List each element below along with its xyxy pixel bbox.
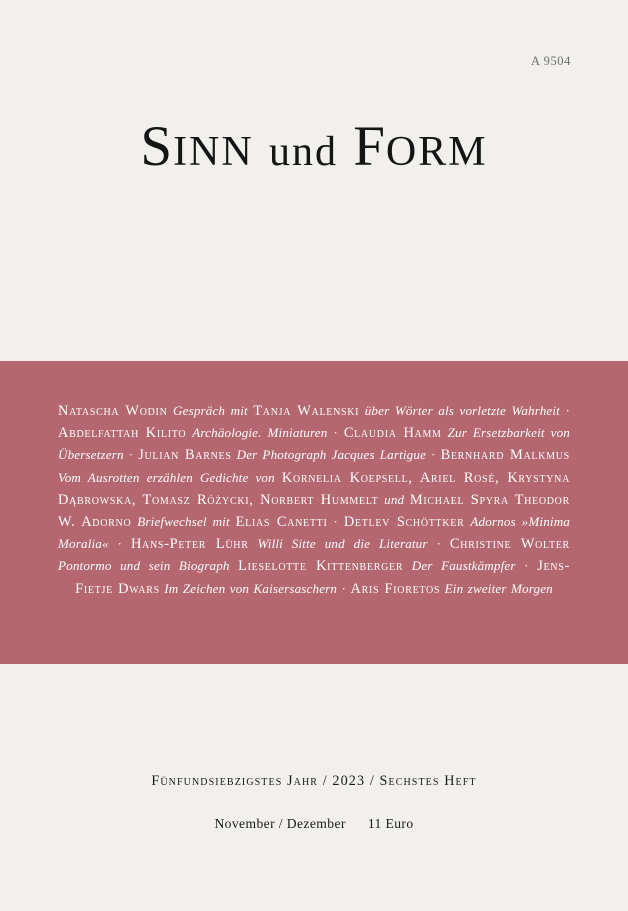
masthead-word3-cap: F xyxy=(353,115,386,178)
contribution-title: über Wörter als vorletzte Wahrheit xyxy=(364,403,560,418)
contents-separator: · xyxy=(524,558,529,574)
contents-separator: · xyxy=(333,425,338,441)
contribution-title: Pontormo und sein Biograph xyxy=(58,558,230,574)
contributor-name: Hans-Peter Lühr xyxy=(130,536,249,553)
contribution-title: Ein zweiter Morgen xyxy=(444,580,553,596)
contributor-name: Claudia Hamm xyxy=(343,425,442,442)
contributor-name: Elias Canetti xyxy=(235,514,328,531)
contributor-name: Bernhard Malkmus xyxy=(440,447,570,464)
contributor-name: Lieselotte Kittenberger xyxy=(238,558,404,575)
contents-separator: · xyxy=(565,403,570,418)
contribution-title: Gespräch mit xyxy=(173,403,248,418)
contributor-name: Aris Fioretos xyxy=(350,580,441,597)
contribution-title: Der Photograph Jacques Lartigue xyxy=(236,447,427,463)
contributor-name: Christine Wolter xyxy=(449,536,570,553)
contents-separator: · xyxy=(117,536,123,552)
page-title xyxy=(0,115,628,178)
contributor-name: Michael Spyra xyxy=(409,491,509,508)
contribution-title: Vom Ausrotten erzählen xyxy=(58,469,193,485)
contributor-name: Theodor W. Adorno xyxy=(58,491,570,531)
contributor-name: Julian Barnes xyxy=(138,447,232,464)
contents-separator: · xyxy=(341,580,347,596)
contents-separator: · xyxy=(436,536,442,552)
contribution-title: Im Zeichen von Kaisersaschern xyxy=(164,580,338,596)
contributor-name: Tanja Walenski xyxy=(253,403,360,419)
masthead-word3-rest: ORM xyxy=(385,129,488,175)
contributor-name: Abdelfattah Kilito xyxy=(58,425,187,442)
contribution-title: Willi Sitte und die Literatur xyxy=(257,536,428,552)
contributor-name: Natascha Wodin xyxy=(58,403,168,419)
issue-month: November / Dezember xyxy=(214,816,346,831)
contribution-title: Archäologie. Miniaturen xyxy=(192,425,328,441)
contributor-name: Kornelia Koepsell, Ariel Rosé, Krystyna Dąbrowska, Tomasz Różycki, Norbert Hummelt xyxy=(58,469,570,508)
contents-list xyxy=(58,400,570,600)
contribution-title: Briefwechsel mit xyxy=(137,514,230,530)
contributor-name: Detlev Schöttker xyxy=(343,514,465,531)
issue-price: 11 Euro xyxy=(367,816,414,831)
contents-separator: · xyxy=(128,447,134,463)
contribution-title: Der Faustkämpfer xyxy=(411,558,516,574)
contents-separator: · xyxy=(333,514,338,530)
contributor-name: Jens-Fietje Dwars xyxy=(75,558,570,597)
masthead-word1-cap: S xyxy=(140,115,174,178)
masthead-word2: und xyxy=(268,129,338,175)
masthead-word1-rest: INN xyxy=(173,129,254,175)
contribution-title: Gedichte von xyxy=(199,469,275,485)
contribution-title: Adornos »Minima Moralia« xyxy=(58,514,570,552)
issue-code: A 9504 xyxy=(530,54,571,68)
issue-date-price xyxy=(0,816,628,832)
issue-line: Fünfundsiebzigstes Jahr / 2023 / Sechstes Heft xyxy=(151,773,477,789)
contribution-title: Zur Ersetzbarkeit von Übersetzern xyxy=(58,425,570,463)
contents-separator: · xyxy=(431,447,436,463)
contribution-title: und xyxy=(384,491,405,507)
